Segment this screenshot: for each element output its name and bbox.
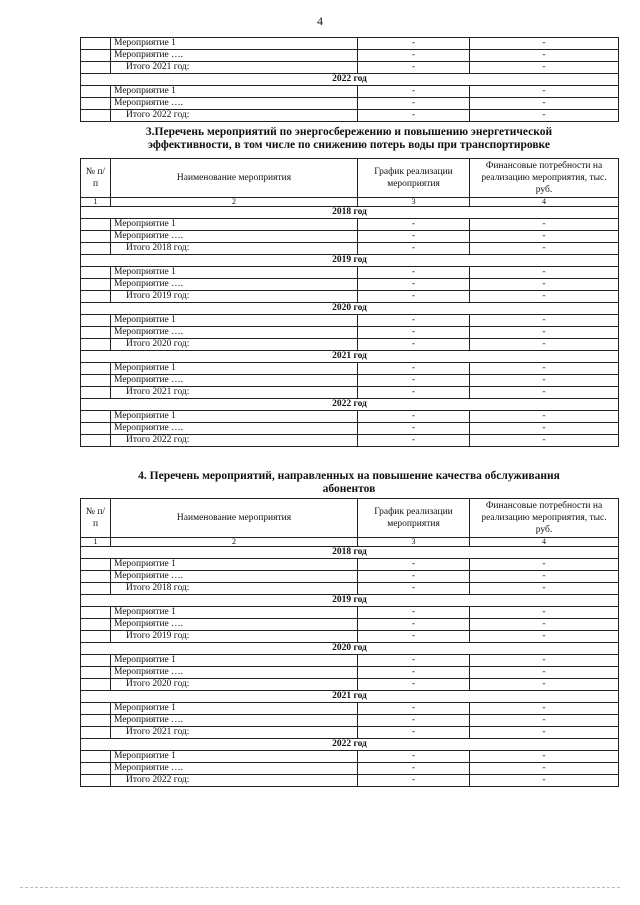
schedule-cell: - (358, 775, 470, 787)
finance-cell: - (470, 751, 619, 763)
schedule-cell: - (358, 50, 470, 62)
schedule-cell: - (358, 243, 470, 255)
schedule-cell: - (358, 583, 470, 595)
finance-cell: - (470, 423, 619, 435)
event-name: Мероприятие …. (111, 715, 358, 727)
year-block (81, 399, 619, 447)
table-row (81, 679, 619, 691)
table-row (81, 50, 619, 62)
finance-cell: - (470, 315, 619, 327)
schedule-cell: - (358, 38, 470, 50)
event-name: Мероприятие …. (111, 763, 358, 775)
year-heading: 2021 год (81, 351, 619, 363)
table-row (81, 667, 619, 679)
year-block (81, 351, 619, 399)
table-row (81, 243, 619, 255)
schedule-cell: - (358, 607, 470, 619)
header-row (81, 159, 619, 198)
finance-cell: - (470, 679, 619, 691)
finance-cell: - (470, 571, 619, 583)
event-name: Мероприятие 1 (111, 751, 358, 763)
year-total: Итого 2021 год: (111, 62, 358, 74)
finance-cell: - (470, 219, 619, 231)
table-row (81, 339, 619, 351)
finance-cell: - (470, 62, 619, 74)
year-block (81, 303, 619, 351)
schedule-cell: - (358, 751, 470, 763)
finance-cell: - (470, 619, 619, 631)
header-row (81, 499, 619, 538)
year-block (81, 739, 619, 787)
table-row (81, 86, 619, 98)
table-row (81, 715, 619, 727)
table-row (81, 315, 619, 327)
section-3-title-line1: 3.Перечень мероприятий по энергосбережению и повышению энергетической (145, 126, 553, 138)
table-row (81, 62, 619, 74)
event-name: Мероприятие 1 (111, 267, 358, 279)
schedule-cell: - (358, 435, 470, 447)
column-numbers-row (81, 538, 619, 547)
table-row (81, 775, 619, 787)
event-name: Мероприятие …. (111, 667, 358, 679)
event-name: Мероприятие 1 (111, 363, 358, 375)
header-name: Наименование мероприятия (111, 159, 358, 198)
year-heading: 2022 год (81, 399, 619, 411)
year-heading: 2019 год (81, 595, 619, 607)
finance-cell: - (470, 559, 619, 571)
event-name: Мероприятие 1 (111, 607, 358, 619)
event-name: Мероприятие …. (111, 375, 358, 387)
table-row (81, 619, 619, 631)
finance-cell: - (470, 435, 619, 447)
table-row (81, 559, 619, 571)
finance-cell: - (470, 715, 619, 727)
schedule-cell: - (358, 655, 470, 667)
event-name: Мероприятие 1 (111, 655, 358, 667)
schedule-cell: - (358, 279, 470, 291)
year-heading: 2018 год (81, 547, 619, 559)
finance-cell: - (470, 387, 619, 399)
year-heading: 2020 год (81, 643, 619, 655)
table-row (81, 231, 619, 243)
schedule-cell: - (358, 715, 470, 727)
finance-cell: - (470, 86, 619, 98)
finance-cell: - (470, 607, 619, 619)
schedule-cell: - (358, 667, 470, 679)
schedule-cell: - (358, 559, 470, 571)
schedule-cell: - (358, 98, 470, 110)
finance-cell: - (470, 583, 619, 595)
schedule-cell: - (358, 363, 470, 375)
schedule-cell: - (358, 62, 470, 74)
section-3-title (80, 126, 618, 152)
column-number: 1 (81, 198, 111, 207)
event-name: Мероприятие …. (111, 619, 358, 631)
finance-cell: - (470, 667, 619, 679)
finance-cell: - (470, 375, 619, 387)
header-num: № п/п (81, 499, 111, 538)
event-name: Мероприятие 1 (111, 38, 358, 50)
schedule-cell: - (358, 571, 470, 583)
schedule-cell: - (358, 339, 470, 351)
finance-cell: - (470, 231, 619, 243)
schedule-cell: - (358, 763, 470, 775)
table-row (81, 435, 619, 447)
schedule-cell: - (358, 631, 470, 643)
event-name: Мероприятие 1 (111, 86, 358, 98)
page-number: 4 (317, 14, 323, 28)
event-name: Мероприятие …. (111, 50, 358, 62)
finance-cell: - (470, 110, 619, 122)
schedule-cell: - (358, 110, 470, 122)
table-row (81, 583, 619, 595)
table-row (81, 607, 619, 619)
schedule-cell: - (358, 231, 470, 243)
finance-cell: - (470, 631, 619, 643)
schedule-cell: - (358, 727, 470, 739)
schedule-cell: - (358, 267, 470, 279)
finance-cell: - (470, 50, 619, 62)
table-row (81, 727, 619, 739)
finance-cell: - (470, 411, 619, 423)
column-number: 4 (470, 198, 619, 207)
schedule-cell: - (358, 423, 470, 435)
schedule-cell: - (358, 315, 470, 327)
table-row (81, 38, 619, 50)
year-total: Итого 2022 год: (111, 110, 358, 122)
schedule-cell: - (358, 703, 470, 715)
schedule-cell: - (358, 679, 470, 691)
section-4-title-line1: 4. Перечень мероприятий, направленных на повышение качества обслуживания (138, 470, 560, 482)
section-3-table (80, 158, 619, 447)
table-row (81, 291, 619, 303)
year-heading: 2020 год (81, 303, 619, 315)
table-row (81, 98, 619, 110)
year-heading: 2022 год (81, 739, 619, 751)
event-name: Мероприятие …. (111, 423, 358, 435)
year-block (81, 255, 619, 303)
table-row (81, 411, 619, 423)
column-number: 1 (81, 538, 111, 547)
finance-cell: - (470, 279, 619, 291)
schedule-cell: - (358, 375, 470, 387)
table-row (81, 751, 619, 763)
finance-cell: - (470, 267, 619, 279)
schedule-cell: - (358, 411, 470, 423)
table-row (81, 267, 619, 279)
column-number: 3 (358, 538, 470, 547)
event-name: Мероприятие …. (111, 231, 358, 243)
table-row (81, 279, 619, 291)
year-block (81, 643, 619, 691)
finance-cell: - (470, 775, 619, 787)
scan-edge-divider (20, 887, 620, 888)
year-block (81, 595, 619, 643)
header-finance: Финансовые потребности на реализацию мероприятия, тыс. руб. (470, 499, 619, 538)
finance-cell: - (470, 98, 619, 110)
section-4-title (80, 470, 618, 496)
finance-cell: - (470, 703, 619, 715)
event-name: Мероприятие 1 (111, 411, 358, 423)
finance-cell: - (470, 38, 619, 50)
column-number: 2 (111, 538, 358, 547)
continued-table (80, 37, 619, 122)
section-3-title-line2: эффективности, в том числе по снижению потерь воды при транспортировке (148, 139, 550, 151)
finance-cell: - (470, 327, 619, 339)
event-name: Мероприятие …. (111, 98, 358, 110)
column-number: 3 (358, 198, 470, 207)
event-name: Мероприятие …. (111, 327, 358, 339)
table-row (81, 423, 619, 435)
year-heading: 2021 год (81, 691, 619, 703)
event-name: Мероприятие …. (111, 571, 358, 583)
year-total: Итого 2020 год: (111, 339, 358, 351)
finance-cell: - (470, 655, 619, 667)
table-row (81, 363, 619, 375)
year-total: Итого 2021 год: (111, 387, 358, 399)
column-number: 4 (470, 538, 619, 547)
table-row (81, 219, 619, 231)
year-total: Итого 2019 год: (111, 291, 358, 303)
schedule-cell: - (358, 619, 470, 631)
header-finance: Финансовые потребности на реализацию мероприятия, тыс. руб. (470, 159, 619, 198)
schedule-cell: - (358, 327, 470, 339)
table-row (81, 571, 619, 583)
year-heading-row (81, 74, 619, 86)
year-block (81, 691, 619, 739)
event-name: Мероприятие 1 (111, 219, 358, 231)
event-name: Мероприятие 1 (111, 559, 358, 571)
table-row (81, 703, 619, 715)
section-4-table (80, 498, 619, 787)
schedule-cell: - (358, 387, 470, 399)
header-schedule: График реализации мероприятия (358, 499, 470, 538)
table-row (81, 655, 619, 667)
finance-cell: - (470, 727, 619, 739)
section-4-title-line2: абонентов (322, 483, 376, 495)
year-heading: 2019 год (81, 255, 619, 267)
year-block (81, 547, 619, 595)
schedule-cell: - (358, 291, 470, 303)
column-number: 2 (111, 198, 358, 207)
table-row (81, 763, 619, 775)
schedule-cell: - (358, 219, 470, 231)
table-row (81, 387, 619, 399)
table-row (81, 327, 619, 339)
column-numbers-row (81, 198, 619, 207)
finance-cell: - (470, 291, 619, 303)
year-total: Итого 2022 год: (111, 775, 358, 787)
finance-cell: - (470, 763, 619, 775)
event-name: Мероприятие …. (111, 279, 358, 291)
year-total: Итого 2019 год: (111, 631, 358, 643)
year-heading: 2022 год (81, 74, 619, 86)
table-row (81, 110, 619, 122)
header-name: Наименование мероприятия (111, 499, 358, 538)
table-row (81, 375, 619, 387)
finance-cell: - (470, 243, 619, 255)
year-total: Итого 2018 год: (111, 583, 358, 595)
header-schedule: График реализации мероприятия (358, 159, 470, 198)
year-total: Итого 2018 год: (111, 243, 358, 255)
header-num: № п/п (81, 159, 111, 198)
year-total: Итого 2020 год: (111, 679, 358, 691)
event-name: Мероприятие 1 (111, 315, 358, 327)
finance-cell: - (470, 363, 619, 375)
finance-cell: - (470, 339, 619, 351)
table-row (81, 631, 619, 643)
schedule-cell: - (358, 86, 470, 98)
year-heading: 2018 год (81, 207, 619, 219)
year-total: Итого 2022 год: (111, 435, 358, 447)
event-name: Мероприятие 1 (111, 703, 358, 715)
year-total: Итого 2021 год: (111, 727, 358, 739)
year-block (81, 207, 619, 255)
